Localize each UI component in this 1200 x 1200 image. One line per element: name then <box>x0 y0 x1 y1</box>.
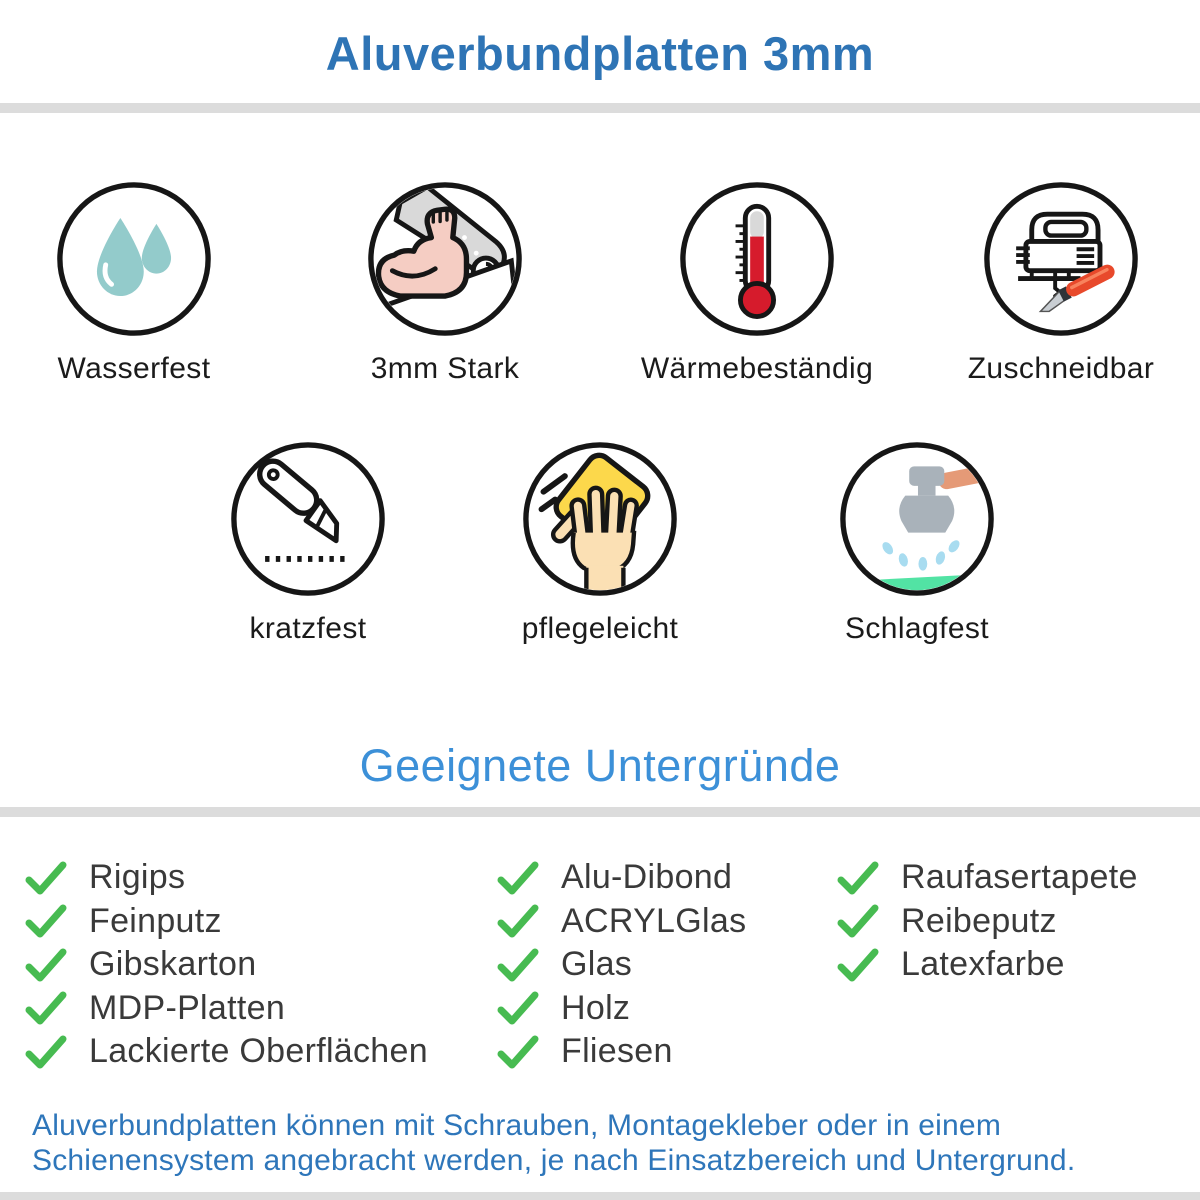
section-divider-bottom <box>0 1192 1200 1200</box>
substrate-label: Alu-Dibond <box>561 858 733 897</box>
substrate-item <box>497 900 746 944</box>
feature-waermebestaendig <box>627 181 887 386</box>
check-icon <box>25 948 67 982</box>
check-icon <box>837 861 879 895</box>
substrate-column-1 <box>25 856 428 1074</box>
feature-label: Wärmebeständig <box>640 352 874 385</box>
feature-label: Zuschneidbar <box>967 352 1155 385</box>
substrate-label: Gibskarton <box>89 945 257 984</box>
substrate-item <box>497 1030 746 1074</box>
cleaning-hand-icon <box>522 441 678 597</box>
check-icon <box>497 904 539 938</box>
muscle-arm-icon <box>367 181 523 337</box>
substrate-item <box>497 987 746 1031</box>
feature-wasserfest <box>4 181 264 386</box>
section-divider-top <box>0 103 1200 113</box>
substrate-label: Raufasertapete <box>901 858 1138 897</box>
substrate-label: Holz <box>561 988 631 1027</box>
substrate-label: MDP-Platten <box>89 988 286 1027</box>
check-icon <box>497 991 539 1025</box>
substrate-item <box>25 1030 428 1074</box>
feature-pflegeleicht <box>470 441 730 646</box>
substrate-item <box>497 943 746 987</box>
feature-label: kratzfest <box>249 612 367 645</box>
check-icon <box>497 1035 539 1069</box>
substrate-label: Reibeputz <box>901 901 1057 940</box>
check-icon <box>837 904 879 938</box>
substrate-label: Lackierte Oberflächen <box>89 1032 428 1071</box>
feature-kratzfest <box>178 441 438 646</box>
water-drops-icon <box>56 181 212 337</box>
substrate-column-3 <box>837 856 1138 987</box>
thermometer-icon <box>679 181 835 337</box>
substrate-label: Rigips <box>89 858 186 897</box>
check-icon <box>25 904 67 938</box>
feature-label: Schlagfest <box>844 612 990 645</box>
substrate-item <box>25 900 428 944</box>
section-title: Geeignete Untergründe <box>359 740 841 791</box>
substrate-item <box>837 943 1138 987</box>
substrate-item <box>25 943 428 987</box>
check-icon <box>497 948 539 982</box>
page-title: Aluverbundplatten 3mm <box>325 27 875 80</box>
footer-line-1: Aluverbundplatten können mit Schrauben, Montagekleber oder in einem <box>32 1109 1002 1142</box>
feature-label: Wasserfest <box>57 352 211 385</box>
substrate-item <box>25 987 428 1031</box>
check-icon <box>25 1035 67 1069</box>
feature-zuschneidbar <box>931 181 1191 386</box>
substrate-label: Latexfarbe <box>901 945 1065 984</box>
feature-schlagfest <box>787 441 1047 646</box>
feature-label: 3mm Stark <box>370 352 520 385</box>
substrate-item <box>497 856 746 900</box>
footer-note <box>32 1108 1182 1178</box>
substrate-label: ACRYLGlas <box>561 901 747 940</box>
substrate-label: Fliesen <box>561 1032 673 1071</box>
section-divider-middle <box>0 807 1200 817</box>
substrate-column-2 <box>497 856 746 1074</box>
substrate-label: Glas <box>561 945 633 984</box>
check-icon <box>497 861 539 895</box>
substrate-item <box>837 900 1138 944</box>
check-icon <box>25 861 67 895</box>
check-icon <box>837 948 879 982</box>
jigsaw-icon <box>983 181 1139 337</box>
substrate-item <box>837 856 1138 900</box>
cutter-knife-icon <box>230 441 386 597</box>
feature-3mm-stark <box>315 181 575 386</box>
feature-label: pflegeleicht <box>521 612 679 645</box>
check-icon <box>25 991 67 1025</box>
substrate-item <box>25 856 428 900</box>
hammer-icon <box>839 441 995 597</box>
footer-line-2: Schienensystem angebracht werden, je nach Einsatzbereich und Untergrund. <box>32 1144 1076 1177</box>
substrate-label: Feinputz <box>89 901 222 940</box>
